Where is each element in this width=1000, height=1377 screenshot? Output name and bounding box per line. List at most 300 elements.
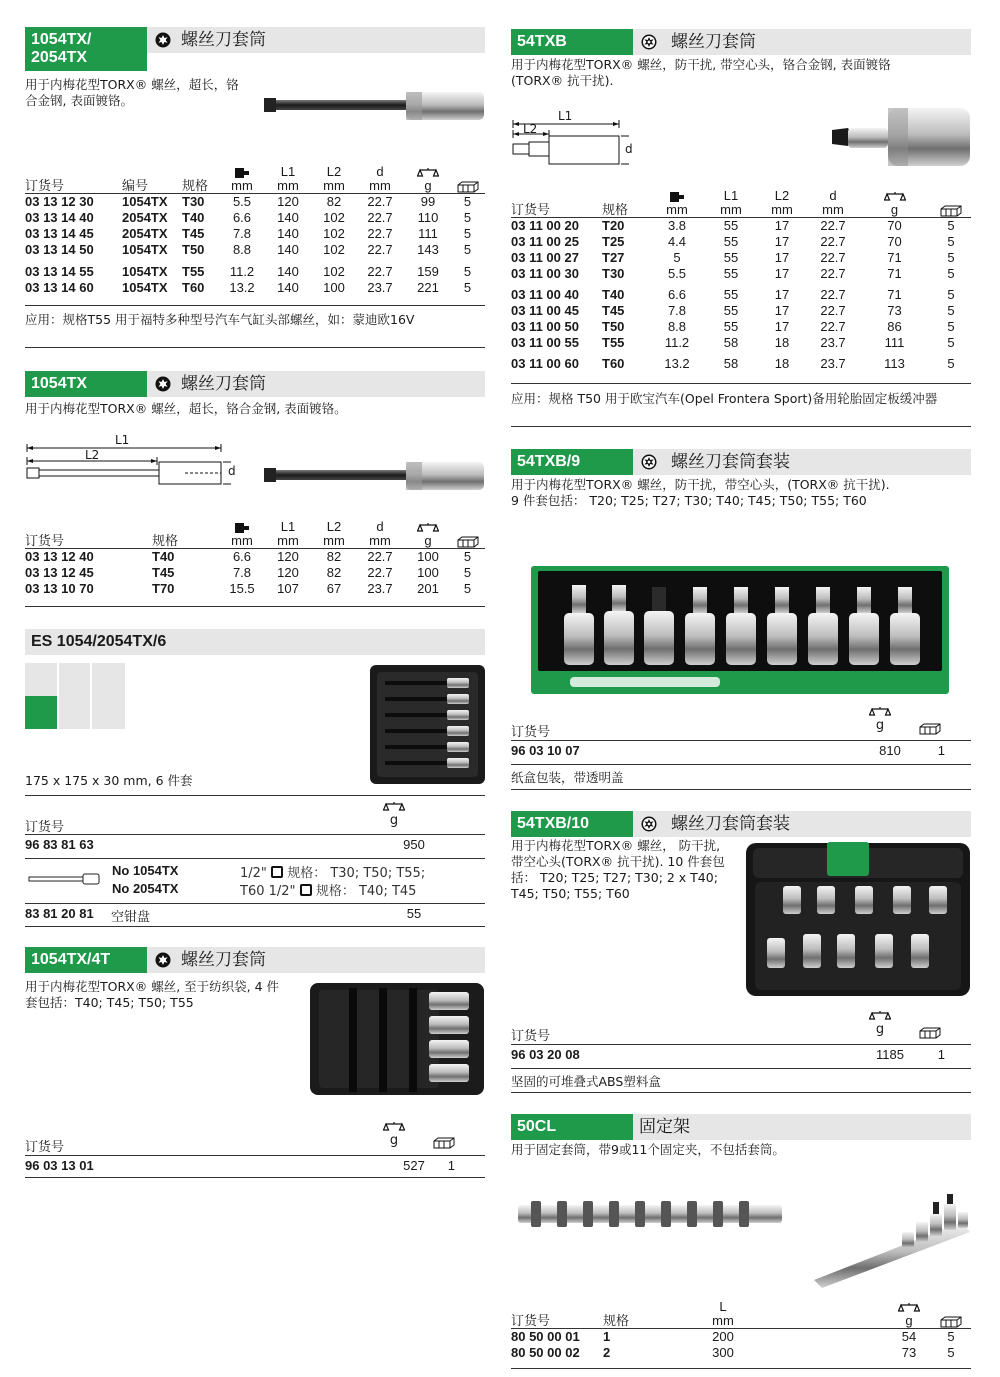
- unit-g: g: [424, 532, 432, 548]
- weight-value: 1185: [876, 1047, 904, 1062]
- table-cell: 55: [723, 286, 739, 302]
- table-cell: 17: [774, 233, 790, 249]
- unit-mm: mm: [231, 177, 253, 193]
- table-cell: 5: [947, 286, 955, 302]
- table-cell: 22.7: [820, 217, 846, 233]
- col-part-no: 编号: [122, 177, 149, 193]
- table-row: [511, 217, 971, 234]
- table-cell: T50: [182, 241, 205, 257]
- table-cell: 55: [723, 233, 739, 249]
- section-5-description: 用于内梅花型TORX® 螺丝，防干扰, 带空心头，铬合金钢, 表面镀铬 (TORX® 抗干扰).: [511, 57, 891, 88]
- table-row: [511, 743, 971, 761]
- section-header: [511, 1114, 971, 1140]
- table-cell: 6.6: [232, 548, 252, 564]
- table-cell: 5.5: [667, 265, 687, 281]
- dim-label-l2: L2: [523, 122, 538, 136]
- table-row: [511, 319, 971, 335]
- table-cell: T45: [152, 564, 175, 580]
- col-weight: [866, 1010, 894, 1037]
- table-cell: 22.7: [820, 249, 846, 265]
- table-row: [25, 210, 485, 226]
- table-cell: 6.6: [667, 286, 687, 302]
- table-cell: 120: [277, 193, 299, 209]
- table-row: [25, 565, 485, 581]
- table-cell: 140: [277, 209, 299, 225]
- section-title: 螺丝刀套筒套装: [671, 814, 790, 834]
- dim-label-l2: L2: [85, 448, 100, 462]
- unit-mm: mm: [369, 177, 391, 193]
- unit-mm: mm: [323, 177, 345, 193]
- table-cell: 03 13 10 70: [25, 580, 94, 596]
- weight-value: 55: [406, 906, 422, 921]
- code-line-2: 2054TX: [31, 49, 88, 66]
- variant-1054tx: No 1054TX: [112, 863, 179, 878]
- variant-2054tx: No 2054TX: [112, 881, 179, 896]
- col-order-no: 订货号: [25, 177, 65, 193]
- table-cell: 5: [947, 249, 955, 265]
- col-l1: [706, 186, 756, 217]
- section-8-description: 用于固定套筒，带9或11个固定夹，不包括套筒。: [511, 1142, 785, 1157]
- table-cell: 18: [774, 334, 790, 350]
- dim-label-l1: L1: [115, 433, 130, 447]
- table-cell: 73: [901, 1344, 917, 1360]
- col-weight: [866, 706, 894, 733]
- table-cell: 5: [463, 263, 472, 279]
- table-row: [25, 280, 485, 296]
- col-order-no: 订货号: [25, 532, 65, 548]
- table-cell: 22.7: [367, 241, 393, 257]
- table-row: [511, 1345, 971, 1361]
- table-cell: 7.8: [232, 225, 252, 241]
- table-cell: 67: [326, 580, 342, 596]
- table-body: [25, 548, 485, 597]
- section-54txb: [511, 29, 971, 55]
- table-cell: 221: [417, 279, 439, 295]
- table-cell: 22.7: [820, 265, 846, 281]
- package-quantity-icon: [457, 536, 479, 548]
- product-code: 1054TX/4T: [25, 947, 147, 973]
- set-dimensions: 175 x 175 x 30 mm, 6 件套: [25, 773, 193, 788]
- unit-g: g: [890, 201, 899, 217]
- table-cell: 102: [323, 263, 345, 279]
- drive-size: 1/2": [240, 866, 267, 881]
- table-cell: 18: [774, 355, 790, 371]
- table-cell: 11.2: [664, 334, 690, 350]
- torx-socket-icon: [155, 32, 171, 48]
- table-cell: 140: [277, 263, 299, 279]
- table-cell: 03 11 00 60: [511, 355, 579, 371]
- package-quantity-icon: [940, 205, 962, 217]
- table-cell: 110: [417, 209, 439, 225]
- table-cell: T45: [602, 302, 625, 318]
- table-cell: 80 50 00 01: [511, 1328, 580, 1344]
- unit-mm: mm: [712, 1312, 734, 1328]
- col-order-no: 订货号: [25, 820, 65, 835]
- col-weight: [858, 186, 931, 217]
- table-body: [511, 1328, 971, 1361]
- table-cell: T40: [602, 286, 625, 302]
- table-cell: 8.8: [667, 318, 687, 334]
- col-key-mm: [648, 186, 706, 217]
- section-5-table: [511, 186, 971, 372]
- table-cell: 300: [712, 1344, 734, 1360]
- table-cell: 100: [417, 564, 439, 580]
- dimension-drawing-svg: [511, 112, 636, 172]
- table-cell: T50: [602, 318, 625, 334]
- section-title: 螺丝刀套筒: [181, 374, 266, 394]
- col-d: [354, 517, 406, 548]
- table-cell: 1054TX: [122, 279, 168, 295]
- table-cell: T25: [602, 233, 625, 249]
- table-cell: 113: [884, 355, 905, 371]
- table-cell: 23.7: [367, 580, 393, 596]
- table-cell: 102: [323, 241, 345, 257]
- section-title: 螺丝刀套筒: [671, 32, 756, 52]
- spec-values: T40; T45: [358, 884, 417, 899]
- table-row: [511, 287, 971, 303]
- loaded-socket-rail-image: [812, 1192, 972, 1288]
- unit-g: g: [389, 813, 399, 828]
- table-row: [511, 335, 971, 351]
- socket-side-icon: [28, 872, 100, 886]
- order-number: 96 83 81 63: [25, 837, 94, 852]
- header-l1: L1: [280, 163, 296, 179]
- torx-bit-socket-image: [830, 106, 972, 170]
- variant-2054tx-spec: [240, 880, 416, 899]
- table-cell: 23.7: [820, 334, 846, 350]
- table-cell: 1: [603, 1328, 611, 1344]
- section-header: [25, 371, 485, 397]
- table-cell: 5: [947, 1328, 955, 1344]
- section-1054tx-2054tx: [25, 27, 485, 66]
- table-cell: 120: [277, 548, 299, 564]
- product-code: ES 1054/2054TX/6: [31, 633, 167, 650]
- dimension-drawing: [511, 109, 636, 172]
- table-cell: 200: [712, 1328, 734, 1344]
- col-d: [354, 162, 406, 193]
- col-weight: [380, 801, 408, 828]
- table-cell: 7.8: [232, 564, 252, 580]
- package-quantity-icon: [919, 1027, 941, 1039]
- product-code: [25, 27, 147, 71]
- table-cell: 102: [323, 209, 345, 225]
- table-cell: 5: [947, 265, 955, 281]
- table-row: [25, 906, 485, 924]
- table-cell: T20: [602, 217, 625, 233]
- torx-socket-icon: [641, 454, 657, 470]
- table-cell: 5.5: [232, 193, 252, 209]
- table-cell: 2: [603, 1344, 611, 1360]
- table-cell: 13.2: [664, 355, 690, 371]
- weight-value: 810: [879, 743, 901, 758]
- weight-scale-icon: [383, 801, 405, 813]
- header-l1: L1: [723, 187, 739, 203]
- header-d: d: [376, 518, 384, 534]
- table-row: [511, 250, 971, 266]
- col-order-no: 订货号: [511, 1312, 551, 1328]
- torx-socket-icon: [641, 34, 657, 50]
- table-cell: 03 13 14 60: [25, 279, 94, 295]
- section-es-1054-2054tx-6: [25, 629, 485, 655]
- long-torx-socket-image: [262, 84, 487, 126]
- table-cell: 03 13 14 55: [25, 263, 94, 279]
- col-order-no: 订货号: [25, 1140, 65, 1155]
- table-cell: T30: [182, 193, 205, 209]
- table-row: [25, 242, 485, 258]
- table-cell: 58: [723, 334, 739, 350]
- product-code: 50CL: [511, 1114, 633, 1140]
- section-header: [511, 29, 971, 55]
- table-cell: 22.7: [367, 193, 393, 209]
- col-l2: [756, 186, 808, 217]
- package-quantity-icon: [919, 723, 941, 735]
- item-name: 空钳盘: [111, 909, 151, 924]
- header-l2: L2: [774, 187, 790, 203]
- unit-mm: mm: [277, 532, 299, 548]
- table-cell: T60: [182, 279, 205, 295]
- header-l2: L2: [326, 163, 342, 179]
- table-cell: 5: [463, 279, 472, 295]
- table-cell: 55: [723, 249, 739, 265]
- dim-label-l1: L1: [558, 109, 573, 123]
- col-weight: [380, 1121, 408, 1148]
- drive-size: 1/2": [268, 884, 296, 899]
- col-order-no: 订货号: [511, 1029, 551, 1044]
- table-cell: 17: [774, 265, 790, 281]
- table-cell: 03 13 14 45: [25, 225, 94, 241]
- table-cell: 5: [947, 302, 955, 318]
- table-cell: 1054TX: [122, 241, 168, 257]
- unit-g: g: [875, 1022, 885, 1037]
- section-2-table: [25, 517, 485, 597]
- table-cell: 140: [277, 279, 299, 295]
- weight-scale-icon: [869, 1010, 891, 1022]
- table-cell: 23.7: [367, 279, 393, 295]
- unit-g: g: [424, 177, 432, 193]
- unit-mm: mm: [369, 532, 391, 548]
- section-1-description: 用于内梅花型TORX® 螺丝，超长，铬 合金钢, 表面镀铬。: [25, 77, 239, 108]
- table-row: [511, 266, 971, 282]
- table-cell: 71: [887, 265, 902, 281]
- table-cell: 17: [774, 318, 790, 334]
- table-cell: 70: [887, 217, 902, 233]
- product-code: 54TXB: [511, 29, 633, 55]
- table-cell: 17: [774, 249, 790, 265]
- table-body: [25, 193, 485, 296]
- table-cell: 102: [323, 225, 345, 241]
- weight-value: 527: [403, 1158, 425, 1173]
- section-6-note: 纸盒包装，带透明盖: [511, 770, 624, 785]
- table-cell: 140: [277, 241, 299, 257]
- col-size: 规格: [182, 177, 209, 193]
- col-order-no: 订货号: [511, 725, 551, 740]
- table-cell: 11.2: [229, 263, 255, 279]
- table-cell: 03 11 00 27: [511, 249, 579, 265]
- section-7-note: 坚固的可堆叠式ABS塑料盒: [511, 1074, 661, 1089]
- table-row: [25, 226, 485, 242]
- section-title: 螺丝刀套筒: [181, 30, 266, 50]
- col-size: 规格: [603, 1312, 630, 1328]
- col-l1: [262, 517, 314, 548]
- table-cell: 22.7: [367, 209, 393, 225]
- table-cell: 5: [463, 241, 472, 257]
- weight-value: 950: [403, 837, 425, 852]
- table-row: [511, 303, 971, 319]
- torx-socket-icon: [641, 816, 657, 832]
- table-cell: 5: [947, 318, 955, 334]
- table-cell: 17: [774, 217, 790, 233]
- table-cell: 55: [723, 265, 739, 281]
- table-cell: 80 50 00 02: [511, 1344, 580, 1360]
- table-cell: 99: [420, 193, 436, 209]
- torx-socket-icon: [155, 376, 171, 392]
- table-cell: 54: [901, 1328, 917, 1344]
- pack-quantity: 1: [937, 1047, 945, 1062]
- spec-values: T30; T50; T55;: [330, 866, 426, 881]
- section-54txb-9: [511, 449, 971, 475]
- table-cell: 55: [723, 302, 739, 318]
- table-row: [511, 1328, 971, 1345]
- header-l2: L2: [326, 518, 342, 534]
- table-cell: 4.4: [667, 233, 687, 249]
- table-cell: 03 13 14 50: [25, 241, 94, 257]
- table-cell: 5: [947, 233, 955, 249]
- table-row: [511, 234, 971, 250]
- col-key-mm: [222, 517, 262, 548]
- section-6-description: 用于内梅花型TORX® 螺丝，防干扰，带空心头，(TORX® 抗干扰). 9 件套包括： T20; T25; T27; T30; T40; T45; T50; T55; T60: [511, 477, 890, 508]
- table-cell: 2054TX: [122, 225, 168, 241]
- table-cell: 03 13 12 45: [25, 564, 94, 580]
- col-pack-qty: [931, 1294, 971, 1328]
- table-cell: 03 11 00 45: [511, 302, 579, 318]
- header-d: d: [376, 163, 384, 179]
- table-cell: T60: [602, 355, 625, 371]
- order-number: 96 03 20 08: [511, 1047, 580, 1062]
- table-cell: 5: [947, 355, 955, 371]
- product-code: 54TXB/10: [511, 811, 633, 837]
- col-l1: [262, 162, 314, 193]
- section-1-note: 应用：规格T55 用于福特多种型号汽车气缸头部螺丝，如：蒙迪欧16V: [25, 312, 415, 327]
- table-cell: 111: [418, 225, 438, 241]
- table-cell: 5: [463, 209, 472, 225]
- variant-1054tx-spec: [240, 862, 425, 881]
- col-pack-qty: [450, 162, 485, 193]
- col-weight: [406, 162, 450, 193]
- col-key-mm: [222, 162, 262, 193]
- section-title: 螺丝刀套筒套装: [671, 452, 790, 472]
- set-swatch: [25, 663, 125, 729]
- table-cell: 5: [463, 564, 472, 580]
- table-cell: 22.7: [367, 225, 393, 241]
- socket-rail-image: [517, 1197, 783, 1231]
- section-4-description: 用于内梅花型TORX® 螺丝, 至于纺织袋, 4 件 套包括：T40; T45; T50; T55: [25, 979, 280, 1010]
- table-row: [25, 193, 485, 210]
- table-cell: 03 13 12 40: [25, 548, 94, 564]
- table-cell: 5: [463, 193, 472, 209]
- table-cell: 5: [463, 225, 472, 241]
- table-row: [511, 1047, 971, 1065]
- table-cell: 120: [277, 564, 299, 580]
- unit-mm: mm: [822, 201, 844, 217]
- col-pack-qty: [931, 186, 971, 217]
- table-cell: 71: [887, 249, 902, 265]
- table-cell: 22.7: [367, 564, 393, 580]
- table-cell: 22.7: [820, 318, 846, 334]
- table-cell: T40: [152, 548, 175, 564]
- section-header: [25, 27, 485, 66]
- spec-label: 规格：: [315, 884, 355, 899]
- order-number: 96 03 10 07: [511, 743, 580, 758]
- table-cell: 159: [417, 263, 439, 279]
- section-1-table: [25, 162, 485, 296]
- table-cell: T45: [182, 225, 205, 241]
- table-cell: 22.7: [367, 263, 393, 279]
- table-cell: 5: [463, 580, 472, 596]
- unit-g: g: [905, 1312, 913, 1328]
- weight-scale-icon: [869, 706, 891, 718]
- ten-piece-case-image: [745, 842, 971, 997]
- table-cell: 03 11 00 50: [511, 318, 579, 334]
- section-1054tx-4t: [25, 947, 485, 973]
- table-cell: 03 11 00 30: [511, 265, 579, 281]
- table-cell: 1054TX: [122, 263, 168, 279]
- dimension-drawing-svg: [25, 436, 240, 498]
- table-cell: 15.5: [229, 580, 255, 596]
- package-quantity-icon: [433, 1137, 455, 1149]
- col-size: 规格: [152, 532, 179, 548]
- table-row: [511, 356, 971, 372]
- unit-mm: mm: [231, 532, 253, 548]
- table-cell: 82: [326, 564, 342, 580]
- table-cell: 03 11 00 25: [511, 233, 579, 249]
- table-cell: 140: [277, 225, 299, 241]
- table-row: [25, 548, 485, 565]
- spec-label: 规格：: [287, 866, 327, 881]
- section-8-table: [511, 1294, 971, 1361]
- table-cell: 100: [323, 279, 345, 295]
- table-cell: 17: [774, 302, 790, 318]
- section-7-description: 用于内梅花型TORX® 螺丝， 防干扰, 带空心头(TORX® 抗干扰). 10 件套包 括： T20; T25; T27; T30; 2 x T40; T45; T50; T55; T60: [511, 838, 725, 901]
- section-header: [25, 629, 485, 655]
- table-cell: T27: [602, 249, 625, 265]
- col-weight: [887, 1294, 931, 1328]
- col-order-no: 订货号: [511, 201, 551, 217]
- table-cell: T55: [182, 263, 205, 279]
- table-cell: 71: [887, 286, 902, 302]
- header-d: d: [829, 187, 837, 203]
- socket-tray-image: [369, 664, 486, 785]
- table-cell: 111: [884, 334, 905, 350]
- col-spacer: [767, 1294, 887, 1328]
- col-l2: [314, 517, 354, 548]
- table-row: [25, 1158, 485, 1176]
- unit-mm: mm: [771, 201, 793, 217]
- section-50cl: [511, 1114, 971, 1140]
- torx-socket-icon: [155, 952, 171, 968]
- unit-g: g: [389, 1133, 399, 1148]
- spec-value: T60: [240, 884, 265, 899]
- dimension-drawing: [25, 433, 240, 498]
- table-row: [25, 837, 485, 855]
- section-1054tx: [25, 371, 485, 397]
- table-row: [25, 264, 485, 280]
- table-cell: 2054TX: [122, 209, 168, 225]
- table-cell: 22.7: [820, 286, 846, 302]
- nine-piece-set-image: [530, 565, 950, 695]
- order-number: 83 81 20 81: [25, 906, 94, 921]
- section-header: [25, 947, 485, 973]
- package-quantity-icon: [457, 181, 479, 193]
